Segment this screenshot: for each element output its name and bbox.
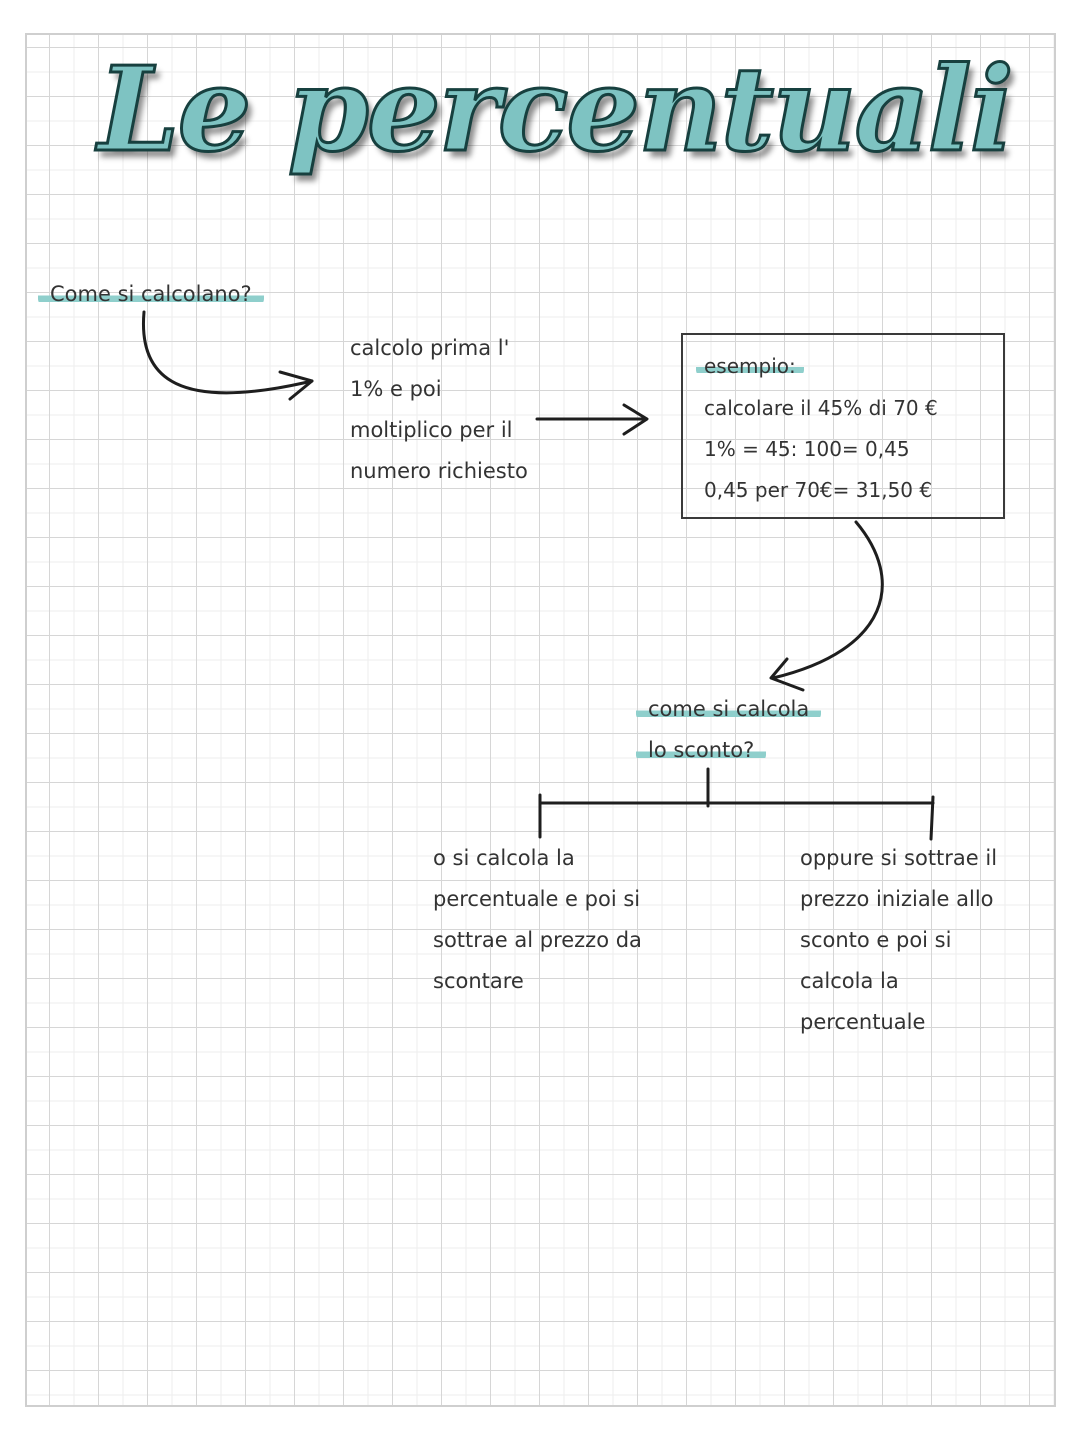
option-right-line: calcola la	[800, 968, 899, 993]
option-left-line: scontare	[433, 968, 524, 993]
option-right-line: percentuale	[800, 1009, 926, 1034]
method-line: calcolo prima l'	[350, 336, 510, 360]
option-right-line: oppure si sottrae il	[800, 846, 998, 870]
example-line: calcolare il 45% di 70 €	[704, 396, 938, 420]
example-line: 0,45 per 70€= 31,50 €	[704, 477, 933, 502]
option-right-line: sconto e poi si	[800, 927, 952, 952]
branch-tree	[540, 769, 933, 839]
option-left-line: sottrae al prezzo da	[433, 927, 642, 952]
method-line: 1% e poi	[350, 376, 442, 401]
example-line: 1% = 45: 100= 0,45	[704, 436, 910, 461]
question-discount-line-2: lo sconto?	[636, 740, 766, 761]
option-left-line: percentuale e poi si	[433, 886, 641, 911]
question-how-calculated: Come si calcolano?	[38, 284, 264, 305]
page-title: Le percentuali	[98, 42, 1012, 178]
curved-arrow-to-method	[143, 312, 312, 399]
method-line: moltiplico per il	[350, 417, 513, 442]
question-discount-line-1: come si calcola	[636, 699, 821, 720]
curved-arrow-to-discount	[771, 522, 882, 690]
option-left-line: o si calcola la	[433, 846, 575, 870]
method-line: numero richiesto	[350, 458, 528, 483]
arrow-to-example	[537, 405, 647, 434]
example-label: esempio:	[696, 356, 804, 376]
option-right-line: prezzo iniziale allo	[800, 886, 994, 911]
